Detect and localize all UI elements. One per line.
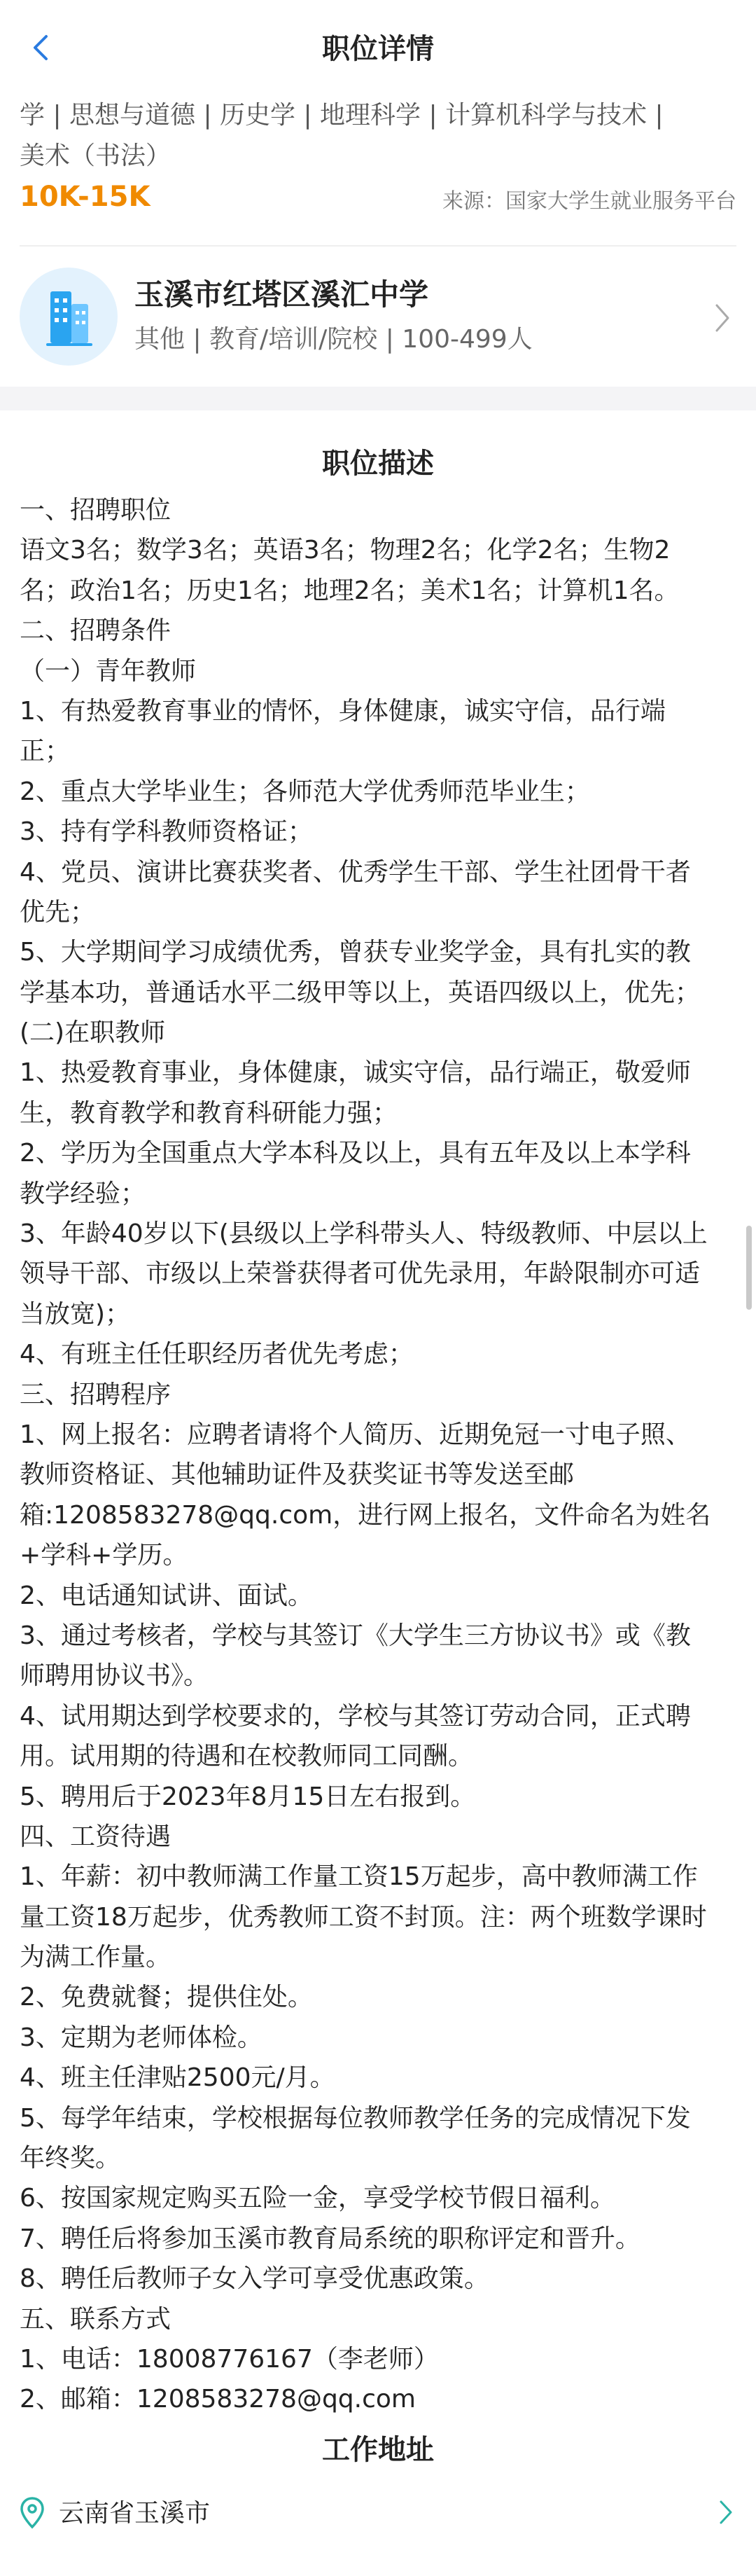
description-line: 4、有班主任任职经历者优先考虑； [20,1340,414,1369]
description-line: （一）青年教师 [20,656,197,686]
major-requirements [20,95,736,176]
job-description-title: 职位描述 [322,448,434,480]
salary-range: 10K-15K [20,181,150,213]
majors-line-2: 美术（书法） [20,141,172,170]
description-line: 3、定期为老师体检。 [20,2023,262,2052]
chevron-right-icon [708,297,736,339]
chevron-right-icon [715,2498,736,2527]
description-line: 2、免费就餐；提供住处。 [20,1983,313,2012]
description-line: 3、持有学科教师资格证； [20,817,313,847]
description-line: 4、党员、演讲比赛获奖者、优秀学生干部、学生社团骨干者 [20,857,691,887]
description-line: 1、年薪：初中教师满工作量工资15万起步，高中教师满工作 [20,1862,698,1892]
description-line: 为满工作量。 [20,1943,172,1972]
description-line: 4、班主任津贴2500元/月。 [20,2063,335,2093]
description-line: 1、有热爱教育事业的情怀，身体健康，诚实守信，品行端 [20,696,666,726]
description-line: 2、学历为全国重点大学本科及以上，具有五年及以上本学科 [20,1139,691,1168]
scrollbar[interactable] [746,1226,752,1310]
description-line: 一、招聘职位 [20,496,172,525]
description-line: 5、大学期间学习成绩优秀，曾获专业奖学金，具有扎实的教 [20,938,691,967]
building-icon [20,268,118,366]
description-line: 2、电话通知试讲、面试。 [20,1581,313,1610]
page-title: 职位详情 [322,33,434,65]
description-line: 正； [20,737,71,766]
description-line: 当放宽)； [20,1299,131,1329]
location-pin-icon [18,2496,46,2530]
description-line: 7、聘任后将参加玉溪市教育局系统的职称评定和晋升。 [20,2224,640,2253]
description-line: 8、聘任后教师子女入学可享受优惠政策。 [20,2264,489,2294]
description-line: 五、联系方式 [20,2304,172,2334]
description-line: 5、聘用后于2023年8月15日左右报到。 [20,1782,476,1811]
company-card[interactable] [0,247,756,387]
description-line: 1、电话：18008776167（李老师） [20,2344,439,2374]
description-line: 学基本功，普通话水平二级甲等以上，英语四级以上，优先； [20,978,701,1007]
description-line: 三、招聘程序 [20,1380,172,1409]
address-location: 云南省玉溪市 [59,2499,211,2528]
description-line: 量工资18万起步，优秀教师工资不封顶。注：两个班数学课时 [20,1902,707,1932]
description-line: 4、试用期达到学校要求的，学校与其签订劳动合同，正式聘 [20,1701,691,1731]
description-line: 用。试用期的待遇和在校教师同工同酬。 [20,1742,474,1771]
description-line: 6、按国家规定购买五险一金，享受学校节假日福利。 [20,2184,615,2213]
top-nav-bar [0,0,756,91]
section-gap [0,387,756,410]
job-description-body [20,490,736,2420]
company-meta: 其他 | 教育/培训/院校 | 100-499人 [134,325,533,354]
description-line: 领导干部、市级以上荣誉获得者可优先录用，年龄限制亦可适 [20,1259,701,1289]
description-line: 四、工资待遇 [20,1822,172,1851]
company-name: 玉溪市红塔区溪汇中学 [134,277,429,312]
description-line: 名；政治1名；历史1名；地理2名；美术1名；计算机1名。 [20,576,680,605]
description-line: 3、通过考核者，学校与其签订《大学生三方协议书》或《教 [20,1621,691,1650]
description-line: 2、邮箱：1208583278@qq.com [20,2385,416,2414]
description-line: 1、热爱教育事业，身体健康，诚实守信，品行端正，敬爱师 [20,1058,691,1088]
description-line: 2、重点大学毕业生；各师范大学优秀师范毕业生； [20,777,590,806]
description-line: 优先； [20,897,96,927]
work-address-title: 工作地址 [322,2434,434,2466]
work-address-row[interactable] [0,2479,756,2542]
description-line: 语文3名；数学3名；英语3名；物理2名；化学2名；生物2 [20,536,671,565]
description-line: 生，教育教学和教育科研能力强； [20,1098,398,1128]
majors-line-1: 学 | 思想与道德 | 历史学 | 地理科学 | 计算机科学与技术 | [20,101,664,130]
description-line: 1、网上报名：应聘者请将个人简历、近期免冠一寸电子照、 [20,1420,691,1449]
description-line: 师聘用协议书》。 [20,1661,209,1691]
description-line: 教师资格证、其他辅助证件及获奖证书等发送至邮 [20,1460,575,1490]
description-line: 年终奖。 [20,2144,121,2173]
job-source: 来源：国家大学生就业服务平台 [442,189,736,214]
description-line: +学科+学历。 [20,1541,188,1570]
description-line: 箱:1208583278@qq.com，进行网上报名，文件命名为姓名 [20,1500,711,1530]
description-line: 5、每学年结束，学校根据每位教师教学任务的完成情况下发 [20,2103,691,2133]
company-logo [20,268,118,366]
description-line: 二、招聘条件 [20,616,172,646]
description-line: 3、年龄40岁以下(县级以上学科带头人、特级教师、中层以上 [20,1219,708,1249]
description-line: 教学经验； [20,1179,146,1208]
description-line: (二)在职教师 [20,1018,166,1048]
